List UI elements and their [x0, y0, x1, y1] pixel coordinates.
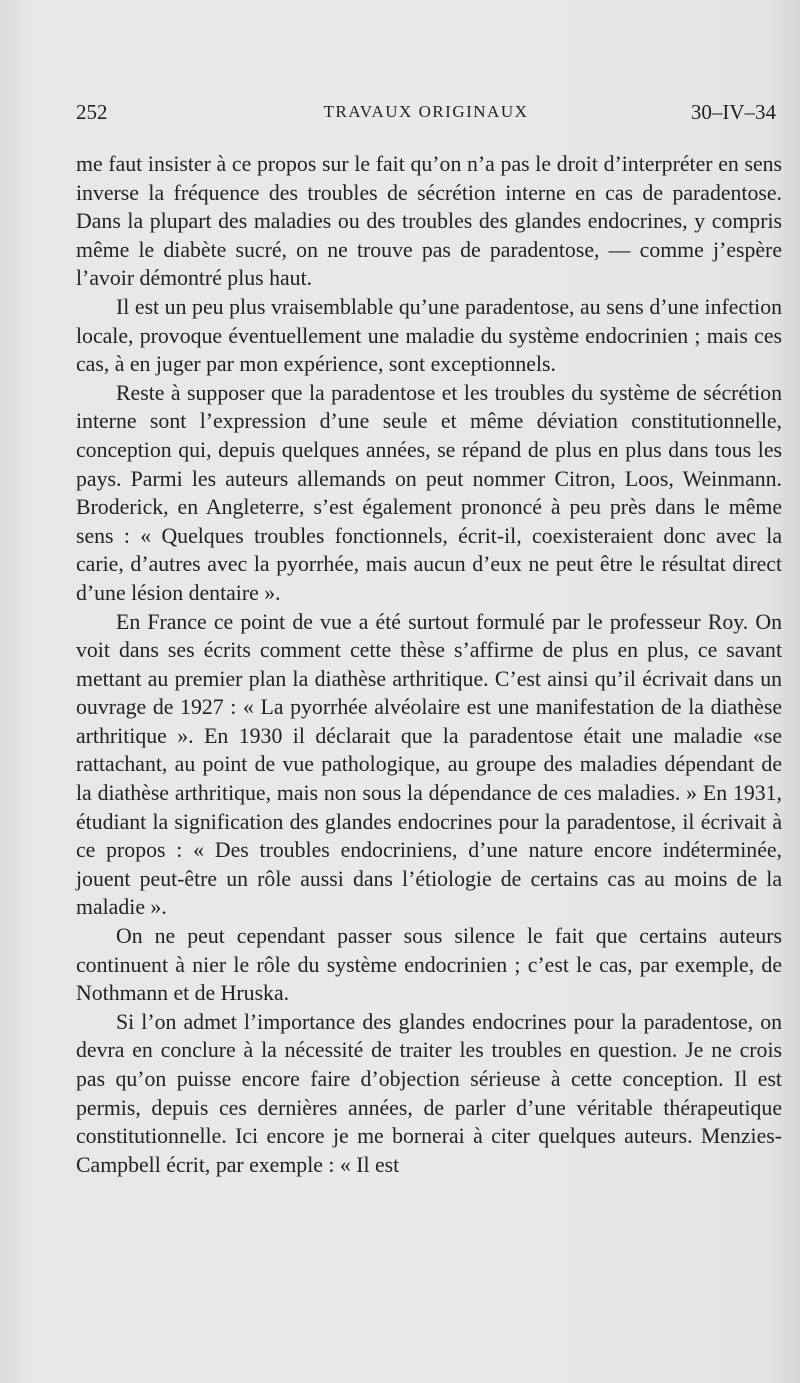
- paragraph-continuation: me faut insister à ce propos sur le fait qu’on n’a pas le droit d’interpréter en sens inverse la fréquence des troubles de sécrétion interne en cas de paradentose. Dans la plupart des maladies ou des troubles des glandes endocrines, y compris même le diabète sucré, on ne trouve pas de paradentose, — comme j’espère l’avoir démontré plus haut.: [76, 152, 782, 291]
- paragraph: Si l’on admet l’importance des glandes endocrines pour la paradentose, on devra en conclure à la nécessité de traiter les troubles en question. Je ne crois pas qu’on puisse encore faire d’objection sérieuse à cette conception. Il est permis, depuis ces dernières années, de parler d’une véritable thérapeutique constitutionnelle. Ici encore je me bornerai à citer quelques auteurs. Menzies-Campbell écrit, par exemple : « Il est: [76, 1009, 782, 1177]
- paragraph: Il est un peu plus vraisemblable qu’une paradentose, au sens d’une infection locale, provoque éventuellement une maladie du système endocrinien ; mais ces cas, à en juger par mon expérience, sont exceptionnels.: [76, 294, 782, 377]
- running-title: TRAVAUX ORIGINAUX: [323, 102, 529, 121]
- page-number: 252: [76, 100, 108, 124]
- page-body: [76, 150, 782, 1179]
- paragraph: On ne peut cependant passer sous silence le fait que certains auteurs continuent à nier le rôle du système endocrinien ; c’est le cas, par exemple, de Nothmann et de Hruska.: [76, 924, 782, 1006]
- paragraph: En France ce point de vue a été surtout formulé par le professeur Roy. On voit dans ses écrits comment cette thèse s’affirme de plus en plus, ce savant mettant au premier plan la diathèse arthritique. C’est ainsi qu’il écrivait dans un ouvrage de 1927 : « La pyorrhée alvéolaire est une manifestation de la diathèse arthritique ». En 1930 il déclarait que la paradentose était une maladie «se rattachant, au point de vue pathologique, au groupe des maladies dépendant de la diathèse arthritique, mais non sous la dépendance de ces maladies. » En 1931, étudiant la signification des glandes endocrines pour la paradentose, il écrivait à ce propos : « Des troubles endocriniens, d’une nature encore indéterminée, jouent peut-être un rôle aussi dans l’étiologie de certains cas au moins de la maladie ».: [76, 609, 782, 920]
- header-date: 30–IV–34: [690, 100, 776, 124]
- page-header: [76, 100, 776, 134]
- paragraph: Reste à supposer que la paradentose et les troubles du système de sécrétion interne sont l’expression d’une seule et même déviation constitutionnelle, conception qui, depuis quelques années, se répand de plus en plus dans tous les pays. Parmi les auteurs allemands on peut nommer Citron, Loos, Weinmann. Broderick, en Angleterre, s’est également prononcé à peu près dans le même sens : « Quelques troubles fonctionnels, écrit-il, coexisteraient donc avec la carie, d’autres avec la pyorrhée, mais aucun d’eux ne peut être le résultat direct d’une lésion dentaire ».: [76, 380, 782, 605]
